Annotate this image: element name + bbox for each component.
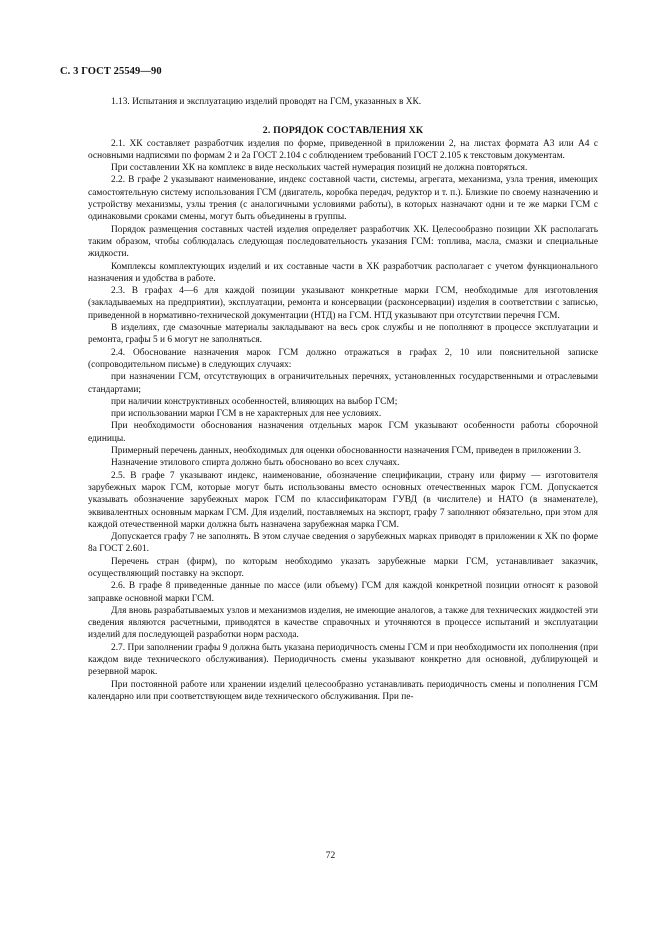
paragraph: 2.5. В графе 7 указывают индекс, наименование, обозначение спецификации, страну или фирму — изготовителя зарубежных марок ГСМ, которые могут быть использованы вместо основных отечественных марок ГСМ. Допускается указывать обозначение зарубежных марок ГСМ по классификаторам ГУВД (в числителе) и НАТО (в знаменателе), эквивалентных основным маркам ГСМ. Для изделий, поставляемых на экспорт, графу 7 заполняют обязательно, при этом для каждой отечественной марки должна быть назначена зарубежная марка ГСМ. [88, 470, 598, 530]
paragraph: В изделиях, где смазочные материалы закладывают на весь срок службы и не пополняют в процессе эксплуатации и ремонта, графы 5 и 6 могут не заполняться. [88, 323, 598, 346]
page-header: С. 3 ГОСТ 25549—90 [60, 66, 162, 77]
section-title: 2. ПОРЯДОК СОСТАВЛЕНИЯ ХК [262, 125, 424, 137]
paragraph: При необходимости обоснования назначения отдельных марок ГСМ указывают особенности работы сборочной единицы. [88, 421, 598, 444]
paragraph: 2.4. Обоснование назначения марок ГСМ должно отражаться в графах 2, 10 или пояснительной записке (сопроводительном письме) в следующих случаях: [88, 347, 598, 370]
paragraph: 2.1. ХК составляет разработчик изделия по форме, приведенной в приложении 2, на листах формата А3 или А4 с основными надписями по формам 2 и 2а ГОСТ 2.104 с соблюдением требований ГОСТ 2.105 к текстовым документам. [88, 138, 598, 161]
page-number: 72 [325, 851, 336, 861]
document-body [88, 96, 598, 703]
paragraph: Примерный перечень данных, необходимых для оценки обоснованности назначения ГСМ, приведен в приложении 3. [111, 446, 581, 457]
paragraph-1-13: 1.13. Испытания и эксплуатацию изделий проводят на ГСМ, указанных в ХК. [111, 97, 422, 107]
paragraph: Порядок размещения составных частей изделия определяет разработчик ХК. Целесообразно позиции ХК располагать таким образом, чтобы соблюдалась следующая последовательность указания ГСМ: топлива, масла, смазки и специальные жидкости. [88, 224, 598, 260]
paragraph: 2.3. В графах 4—6 для каждой позиции указывают конкретные марки ГСМ, необходимые для изготовления (закладываемых на предприятии), эксплуатации, ремонта и консервации (расконсервации) изделия в соответствии с записью, приведенной в нормативно-технической документации (НТД) на ГСМ. НТД указывают при отсутствии перечня ГСМ. [88, 286, 598, 321]
paragraph: Назначение этилового спирта должно быть обосновано во всех случаях. [111, 458, 400, 469]
paragraph: Для вновь разрабатываемых узлов и механизмов изделия, не имеющие аналогов, а также для технических жидкостей эти сведения являются расчетными, приводятся в качестве справочных и уточняются в процессе испытаний и эксплуатации изделий для последующей разработки норм расхода. [88, 605, 598, 641]
paragraph: 2.2. В графе 2 указывают наименование, индекс составной части, системы, агрегата, механизма, узла трения, имеющих самостоятельную систему использования ГСМ (двигатель, коробка передач, редуктор и т. п.). Близкие по своему назначению и устройству механизмы, узлы трения (с аналогичными условиями работы), в которых назначают одни и те же марки ГСМ с одинаковыми сроками смены, могут быть объединены в группы. [88, 175, 598, 223]
paragraph: 2.7. При заполнении графы 9 должна быть указана периодичность смены ГСМ и при необходимости их пополнения (при каждом виде технического обслуживания). Периодичность смены указывают конкретно для основной, дублирующей и резервной марок. [88, 642, 598, 678]
paragraph: Комплексы комплектующих изделий и их составные части в ХК разработчик располагает с учетом функционального назначения и удобства в работе. [88, 261, 598, 284]
paragraph: при назначении ГСМ, отсутствующих в ограничительных перечнях, установленных государственными и отраслевыми стандартами; [88, 372, 598, 395]
paragraph: Перечень стран (фирм), по которым необходимо указать зарубежные марки ГСМ, устанавливает заказчик, осуществляющий поставку на экспорт. [88, 556, 598, 579]
paragraph: При постоянной работе или хранении изделий целесообразно устанавливать периодичность смены и пополнения ГСМ календарно или при соответствующем виде технического обслуживания. При пе- [88, 679, 598, 702]
paragraph: 2.6. В графе 8 приведенные данные по массе (или объему) ГСМ для каждой конкретной позиции относят к разовой заправке основной марки ГСМ. [88, 581, 598, 604]
paragraph: При составлении ХК на комплекс в виде нескольких частей нумерация позиций не должна повторяться. [111, 163, 528, 174]
paragraph: Допускается графу 7 не заполнять. В этом случае сведения о зарубежных марках приводят в приложении к ХК по форме 8а ГОСТ 2.601. [88, 532, 598, 555]
paragraph: при использовании марки ГСМ в не характерных для нее условиях. [111, 409, 382, 420]
paragraph: при наличии конструктивных особенностей, влияющих на выбор ГСМ; [111, 396, 398, 407]
